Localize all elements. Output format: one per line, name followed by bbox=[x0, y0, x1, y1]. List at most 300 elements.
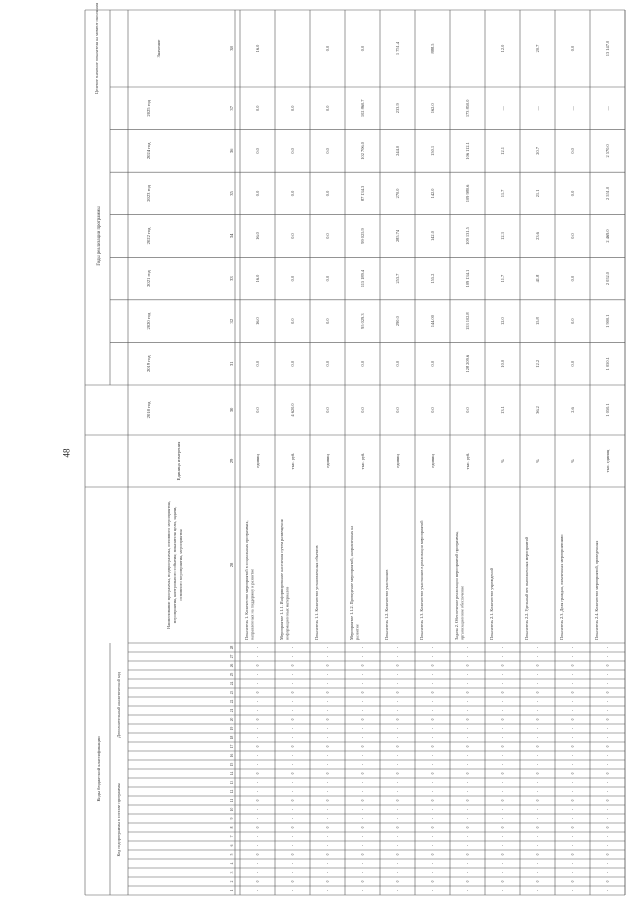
code-column-number: 3 bbox=[230, 871, 234, 874]
row-unit: единиц bbox=[255, 454, 260, 468]
code-cell: - bbox=[326, 727, 330, 730]
row-name-line: информационных материалов bbox=[284, 586, 290, 640]
code-cell: - bbox=[256, 835, 260, 838]
header-year: 2023 год bbox=[146, 185, 151, 202]
code-cell: 0 bbox=[361, 799, 365, 802]
code-cell: 0 bbox=[501, 772, 505, 775]
code-cell: - bbox=[431, 754, 435, 757]
row-target-value: 0.0 bbox=[570, 45, 575, 52]
header-year: 2020 год bbox=[146, 312, 151, 330]
code-cell: 0 bbox=[606, 772, 610, 775]
code-cell: 0 bbox=[291, 880, 295, 883]
row-year-value: 0.0 bbox=[430, 360, 435, 367]
code-cell: - bbox=[501, 727, 505, 730]
code-cell: - bbox=[606, 646, 610, 649]
code-cell: - bbox=[606, 709, 610, 712]
code-cell: - bbox=[431, 673, 435, 676]
code-cell: 0 bbox=[326, 880, 330, 883]
code-cell: - bbox=[571, 817, 575, 820]
row-year-value: 102 860.7 bbox=[360, 99, 365, 118]
column-number: 29 bbox=[229, 458, 234, 464]
code-cell: - bbox=[326, 808, 330, 811]
row-year-value: 0.0 bbox=[255, 190, 260, 197]
code-cell: - bbox=[466, 862, 470, 865]
code-cell: - bbox=[431, 889, 435, 892]
code-cell: - bbox=[326, 655, 330, 658]
code-cell: - bbox=[291, 736, 295, 739]
code-cell: - bbox=[501, 673, 505, 676]
header-name-line: основного мероприятия, мероприятия bbox=[178, 529, 183, 601]
code-cell: 0 bbox=[431, 853, 435, 856]
code-cell: - bbox=[606, 790, 610, 793]
row-year-value: 0.0 bbox=[290, 318, 295, 324]
code-cell: - bbox=[571, 700, 575, 703]
row-year-value: 109 980.6 bbox=[465, 184, 470, 203]
code-cell: - bbox=[291, 763, 295, 766]
code-cell: 0 bbox=[396, 880, 400, 883]
code-cell: - bbox=[396, 817, 400, 820]
code-cell: - bbox=[606, 781, 610, 784]
code-cell: - bbox=[361, 655, 365, 658]
code-cell: - bbox=[396, 763, 400, 766]
code-column-number: 22 bbox=[230, 699, 234, 704]
header-unit: Единица измерения bbox=[176, 441, 181, 481]
code-cell: 0 bbox=[431, 691, 435, 694]
code-cell: - bbox=[396, 673, 400, 676]
code-cell: - bbox=[361, 817, 365, 820]
row-year-value: 0.0 bbox=[255, 360, 260, 367]
row-name-line: Мероприятие 1.1.1. Информирование населения путем размещения bbox=[279, 519, 284, 640]
row-target-value: 0.0 bbox=[360, 45, 365, 52]
code-column-number: 9 bbox=[230, 817, 234, 820]
code-cell: - bbox=[571, 889, 575, 892]
code-cell: - bbox=[256, 646, 260, 649]
code-cell: - bbox=[256, 736, 260, 739]
row-name bbox=[384, 570, 389, 640]
header-code-group: Коды бюджетной классификации bbox=[96, 736, 101, 802]
code-cell: 0 bbox=[606, 826, 610, 829]
code-cell: 0 bbox=[431, 880, 435, 883]
code-cell: - bbox=[396, 646, 400, 649]
code-column-number: 19 bbox=[230, 726, 234, 731]
code-cell: 0 bbox=[431, 664, 435, 667]
code-cell: - bbox=[256, 709, 260, 712]
code-column-number: 27 bbox=[230, 654, 234, 659]
code-cell: - bbox=[291, 808, 295, 811]
code-cell: - bbox=[396, 862, 400, 865]
code-cell: - bbox=[431, 655, 435, 658]
row-unit: % bbox=[500, 459, 505, 463]
row-year-value: 270.0 bbox=[395, 188, 400, 199]
code-cell: - bbox=[501, 646, 505, 649]
code-cell: - bbox=[431, 682, 435, 685]
code-cell: - bbox=[571, 808, 575, 811]
row-year-value: 0.0 bbox=[290, 148, 295, 154]
code-cell: - bbox=[291, 889, 295, 892]
code-cell: - bbox=[536, 790, 540, 793]
row-target-value: 16.0 bbox=[255, 44, 260, 53]
header-year: 2025 год bbox=[146, 99, 151, 117]
row-year-value: — bbox=[535, 106, 540, 111]
row-year-value: 0.0 bbox=[290, 275, 295, 282]
row-name-line: Показатель 1.1. Количество установленных объектов bbox=[314, 545, 319, 640]
code-cell: - bbox=[571, 781, 575, 784]
code-cell: - bbox=[571, 871, 575, 874]
code-cell: - bbox=[501, 844, 505, 847]
code-cell: 0 bbox=[606, 664, 610, 667]
code-column-number: 26 bbox=[230, 663, 234, 668]
row-year-value: — bbox=[570, 106, 575, 111]
code-cell: 0 bbox=[501, 826, 505, 829]
row-year-value: 0.0 bbox=[290, 105, 295, 112]
row-year-value: 0.0 bbox=[570, 233, 575, 239]
code-cell: - bbox=[396, 889, 400, 892]
row-unit: тыс. руб. bbox=[290, 452, 295, 470]
code-cell: 0 bbox=[571, 853, 575, 856]
code-column-number: 7 bbox=[230, 835, 234, 838]
code-cell: - bbox=[431, 808, 435, 811]
column-number: 38 bbox=[229, 46, 234, 51]
code-cell: 0 bbox=[536, 745, 540, 748]
code-column-number: 20 bbox=[230, 717, 234, 722]
code-cell: - bbox=[256, 871, 260, 874]
code-cell: 0 bbox=[501, 664, 505, 667]
row-year-value: — bbox=[605, 106, 610, 111]
row-year-value: 15.8 bbox=[535, 317, 540, 325]
code-cell: - bbox=[571, 754, 575, 757]
code-cell: 0 bbox=[606, 691, 610, 694]
code-cell: - bbox=[501, 709, 505, 712]
code-cell: - bbox=[361, 682, 365, 685]
row-year-value: 162.0 bbox=[430, 103, 435, 114]
code-cell: 0 bbox=[536, 664, 540, 667]
code-cell: - bbox=[291, 700, 295, 703]
row-unit: единиц bbox=[395, 454, 400, 468]
code-cell: - bbox=[501, 889, 505, 892]
code-cell: 0 bbox=[466, 718, 470, 721]
code-cell: - bbox=[501, 736, 505, 739]
code-cell: - bbox=[606, 808, 610, 811]
row-year-value: 12.0 bbox=[500, 317, 505, 325]
code-column-number: 23 bbox=[230, 690, 234, 695]
code-cell: - bbox=[606, 817, 610, 820]
code-cell: - bbox=[536, 646, 540, 649]
code-cell: - bbox=[361, 844, 365, 847]
row-base-value: 0.0 bbox=[430, 407, 435, 413]
code-cell: - bbox=[291, 727, 295, 730]
code-cell: - bbox=[256, 844, 260, 847]
code-cell: 0 bbox=[571, 880, 575, 883]
row-unit: % bbox=[535, 459, 540, 463]
column-number: 31 bbox=[229, 361, 234, 367]
code-cell: 0 bbox=[606, 799, 610, 802]
row-year-value: 2 570.0 bbox=[605, 144, 610, 158]
code-cell: 0 bbox=[466, 691, 470, 694]
code-cell: - bbox=[326, 871, 330, 874]
row-year-value: 0.0 bbox=[570, 148, 575, 154]
header-name-line: мероприятия, контрольного события; показателя цели, задачи, bbox=[172, 506, 177, 624]
code-cell: - bbox=[361, 835, 365, 838]
code-cell: 0 bbox=[291, 718, 295, 721]
row-year-value: 233.9 bbox=[395, 103, 400, 114]
code-cell: - bbox=[291, 817, 295, 820]
code-cell: - bbox=[466, 844, 470, 847]
code-cell: - bbox=[361, 862, 365, 865]
code-cell: 0 bbox=[571, 772, 575, 775]
code-cell: - bbox=[256, 781, 260, 784]
code-cell: 0 bbox=[501, 880, 505, 883]
code-cell: - bbox=[571, 727, 575, 730]
code-cell: - bbox=[326, 646, 330, 649]
code-cell: - bbox=[326, 673, 330, 676]
row-name bbox=[489, 567, 494, 640]
code-cell: - bbox=[431, 871, 435, 874]
code-cell: - bbox=[396, 754, 400, 757]
row-name bbox=[594, 540, 600, 640]
row-name bbox=[524, 536, 529, 640]
row-year-value: 153 102.8 bbox=[465, 312, 470, 330]
row-year-value: 0.0 bbox=[325, 105, 330, 112]
code-cell: - bbox=[606, 844, 610, 847]
code-cell: - bbox=[536, 700, 540, 703]
code-cell: - bbox=[256, 673, 260, 676]
code-cell: - bbox=[361, 781, 365, 784]
code-cell: - bbox=[396, 808, 400, 811]
code-cell: - bbox=[291, 862, 295, 865]
code-cell: - bbox=[606, 682, 610, 685]
row-year-value: 0.0 bbox=[325, 275, 330, 282]
row-year-value: 99 025.9 bbox=[360, 228, 365, 244]
row-year-value: 142.0 bbox=[430, 188, 435, 199]
column-number: 32 bbox=[229, 318, 234, 324]
column-number: 35 bbox=[229, 191, 234, 196]
code-cell: - bbox=[536, 709, 540, 712]
header-years-group: Годы реализации программы bbox=[97, 206, 102, 266]
code-cell: - bbox=[326, 700, 330, 703]
header-year: 2022 год bbox=[146, 227, 151, 245]
code-cell: 0 bbox=[536, 880, 540, 883]
code-column-number: 13 bbox=[230, 780, 234, 785]
code-cell: - bbox=[361, 889, 365, 892]
code-cell: 0 bbox=[466, 853, 470, 856]
column-number: 37 bbox=[229, 105, 234, 111]
row-year-value: 41.8 bbox=[535, 274, 540, 283]
row-target-value: 20.7 bbox=[535, 44, 540, 53]
code-cell: - bbox=[431, 727, 435, 730]
code-cell: - bbox=[571, 835, 575, 838]
code-cell: - bbox=[431, 835, 435, 838]
code-cell: - bbox=[431, 790, 435, 793]
code-cell: - bbox=[536, 835, 540, 838]
code-cell: 0 bbox=[536, 799, 540, 802]
code-cell: - bbox=[606, 700, 610, 703]
code-cell: 0 bbox=[361, 718, 365, 721]
code-column-number: 16 bbox=[230, 753, 234, 758]
code-cell: 0 bbox=[361, 772, 365, 775]
code-cell: - bbox=[326, 817, 330, 820]
row-target-value: 1 751.4 bbox=[395, 41, 400, 56]
code-cell: - bbox=[536, 844, 540, 847]
row-base-value: 1 050.1 bbox=[605, 403, 610, 417]
row-year-value: 0.0 bbox=[395, 360, 400, 367]
row-year-value: 16.0 bbox=[255, 274, 260, 283]
code-cell: 0 bbox=[256, 745, 260, 748]
code-cell: - bbox=[501, 871, 505, 874]
code-cell: 0 bbox=[326, 664, 330, 667]
code-cell: 0 bbox=[466, 799, 470, 802]
code-cell: - bbox=[501, 817, 505, 820]
row-name bbox=[349, 526, 360, 640]
code-cell: 0 bbox=[571, 718, 575, 721]
code-cell: - bbox=[431, 781, 435, 784]
code-cell: - bbox=[431, 646, 435, 649]
row-year-value: 115 189.4 bbox=[360, 269, 365, 288]
code-cell: 0 bbox=[256, 664, 260, 667]
code-cell: 0 bbox=[256, 718, 260, 721]
code-cell: 0 bbox=[361, 826, 365, 829]
code-cell: 0 bbox=[396, 718, 400, 721]
code-cell: 0 bbox=[501, 799, 505, 802]
header-year: 2019 год bbox=[146, 355, 151, 373]
code-cell: - bbox=[326, 862, 330, 865]
code-cell: 0 bbox=[291, 664, 295, 667]
code-cell: - bbox=[501, 862, 505, 865]
row-year-value: 0.0 bbox=[325, 360, 330, 367]
code-cell: 0 bbox=[256, 799, 260, 802]
code-cell: 0 bbox=[396, 826, 400, 829]
code-cell: 0 bbox=[396, 853, 400, 856]
code-cell: - bbox=[291, 646, 295, 649]
code-cell: - bbox=[466, 646, 470, 649]
row-year-value: 0.0 bbox=[325, 190, 330, 197]
code-cell: - bbox=[501, 790, 505, 793]
row-year-value: 144.00 bbox=[430, 315, 435, 328]
row-base-value: 0.0 bbox=[395, 407, 400, 413]
code-cell: - bbox=[326, 754, 330, 757]
row-year-value: 12.2 bbox=[535, 359, 540, 368]
row-base-value: 0.0 bbox=[360, 407, 365, 413]
page-number: 48 bbox=[61, 448, 72, 458]
code-cell: 0 bbox=[326, 853, 330, 856]
code-column-number: 28 bbox=[230, 645, 234, 650]
row-base-value: 4 620.0 bbox=[290, 403, 295, 417]
code-cell: - bbox=[606, 673, 610, 676]
code-cell: - bbox=[536, 781, 540, 784]
row-year-value: 11.7 bbox=[500, 189, 505, 198]
code-cell: - bbox=[536, 817, 540, 820]
code-cell: 0 bbox=[571, 799, 575, 802]
row-name-line: Показатель 2.1. Количество учреждений bbox=[489, 568, 494, 640]
code-cell: 0 bbox=[396, 799, 400, 802]
code-cell: - bbox=[326, 835, 330, 838]
code-cell: - bbox=[431, 817, 435, 820]
code-cell: 0 bbox=[501, 691, 505, 694]
code-cell: - bbox=[291, 871, 295, 874]
code-cell: - bbox=[396, 781, 400, 784]
row-name-line: Показатель 2.3. Доля граждан, охваченных мероприятиями bbox=[559, 534, 564, 640]
code-column-number: 15 bbox=[230, 762, 234, 767]
code-cell: - bbox=[536, 736, 540, 739]
row-year-value: 87 134.3 bbox=[360, 185, 365, 202]
code-cell: - bbox=[606, 835, 610, 838]
row-year-value: 109 134.1 bbox=[465, 269, 470, 288]
code-cell: 0 bbox=[466, 772, 470, 775]
code-cell: - bbox=[431, 844, 435, 847]
code-cell: 0 bbox=[571, 691, 575, 694]
code-cell: - bbox=[501, 682, 505, 685]
row-name bbox=[419, 520, 424, 640]
code-cell: 0 bbox=[291, 745, 295, 748]
code-cell: - bbox=[501, 754, 505, 757]
code-cell: - bbox=[606, 655, 610, 658]
code-column-number: 1 bbox=[230, 889, 234, 892]
code-cell: - bbox=[326, 844, 330, 847]
row-year-value: 16.0 bbox=[255, 232, 260, 240]
code-cell: 0 bbox=[571, 745, 575, 748]
code-cell: - bbox=[606, 871, 610, 874]
code-cell: - bbox=[256, 808, 260, 811]
code-cell: 0 bbox=[501, 745, 505, 748]
code-cell: - bbox=[256, 889, 260, 892]
code-cell: 0 bbox=[256, 826, 260, 829]
code-cell: - bbox=[536, 754, 540, 757]
row-year-value: 0.0 bbox=[325, 148, 330, 154]
row-year-value: 0.0 bbox=[570, 360, 575, 367]
code-column-number: 14 bbox=[230, 771, 234, 776]
header-target-group: Целевое значение показателя на момент окончания bbox=[94, 2, 99, 95]
code-cell: - bbox=[361, 754, 365, 757]
row-target-value: 888.5 bbox=[430, 43, 435, 54]
code-cell: - bbox=[606, 763, 610, 766]
row-year-value: 0.0 bbox=[570, 190, 575, 197]
code-column-number: 11 bbox=[230, 798, 234, 803]
code-cell: - bbox=[466, 709, 470, 712]
code-cell: - bbox=[396, 727, 400, 730]
row-year-value: 1 050.1 bbox=[605, 357, 610, 371]
code-cell: - bbox=[326, 889, 330, 892]
row-unit: тыс. руб. bbox=[360, 452, 365, 470]
code-cell: 0 bbox=[536, 718, 540, 721]
row-year-value: 1 900.1 bbox=[605, 314, 610, 328]
code-cell: - bbox=[256, 700, 260, 703]
code-cell: - bbox=[396, 655, 400, 658]
code-cell: - bbox=[466, 682, 470, 685]
code-cell: 0 bbox=[361, 691, 365, 694]
row-name-line: направленных на поддержку и развитие bbox=[249, 568, 255, 640]
code-cell: - bbox=[431, 862, 435, 865]
code-cell: - bbox=[466, 763, 470, 766]
code-cell: - bbox=[256, 763, 260, 766]
code-cell: - bbox=[571, 646, 575, 649]
row-year-value: 142.0 bbox=[430, 231, 435, 241]
code-cell: 0 bbox=[431, 745, 435, 748]
row-name-line: Показатель 1.2. Количество участников bbox=[384, 569, 389, 640]
code-cell: - bbox=[466, 655, 470, 658]
code-cell: - bbox=[606, 754, 610, 757]
code-cell: 0 bbox=[326, 826, 330, 829]
code-column-number: 21 bbox=[230, 708, 234, 713]
row-year-value: 12.3 bbox=[500, 232, 505, 240]
code-cell: - bbox=[291, 844, 295, 847]
code-cell: - bbox=[396, 736, 400, 739]
code-cell: - bbox=[501, 763, 505, 766]
row-year-value: 10.0 bbox=[500, 359, 505, 368]
code-cell: - bbox=[571, 655, 575, 658]
code-cell: 0 bbox=[501, 853, 505, 856]
code-cell: - bbox=[466, 790, 470, 793]
code-cell: 0 bbox=[501, 718, 505, 721]
code-cell: - bbox=[291, 781, 295, 784]
